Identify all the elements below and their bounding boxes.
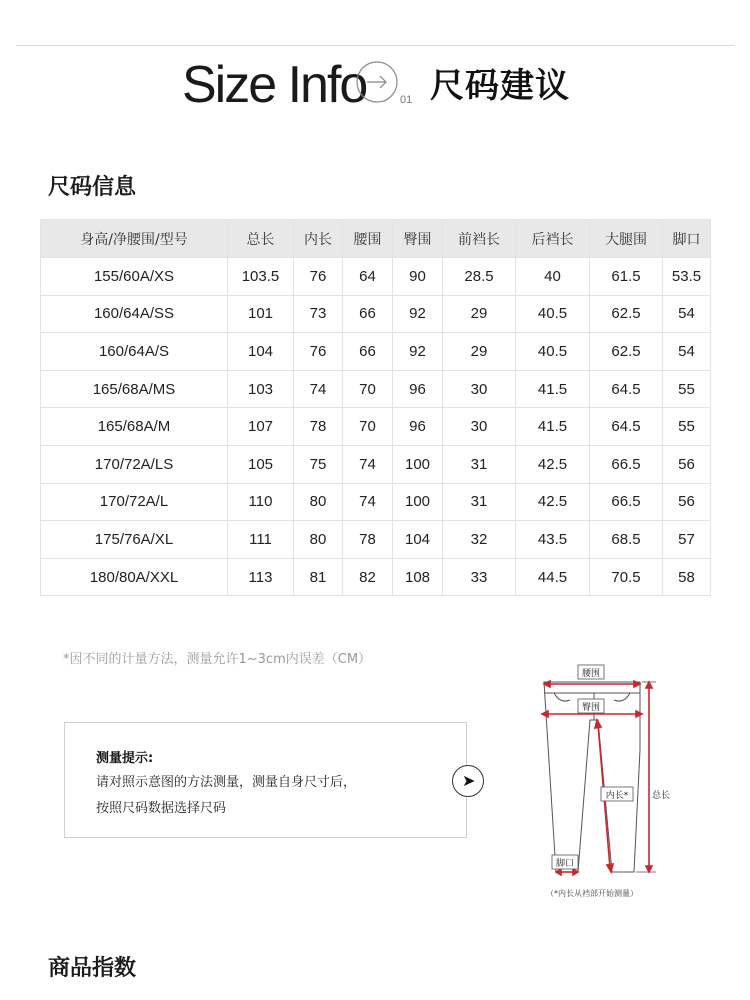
table-cell: 104 [228,333,294,371]
table-cell: 41.5 [516,370,590,408]
pants-measurement-diagram [530,660,680,905]
table-cell: 70 [343,370,393,408]
table-cell: 103.5 [228,258,294,296]
table-cell: 40 [516,258,590,296]
size-table [40,219,711,596]
table-cell: 66 [343,295,393,333]
table-cell: 28.5 [443,258,516,296]
table-cell: 180/80A/XXL [41,558,228,596]
measurement-note: *因不同的计量方法，测量允许1~3cm内误差（CM） [63,652,372,667]
table-row [41,483,711,521]
table-cell: 66.5 [590,483,663,521]
table-cell: 78 [294,408,343,446]
table-cell: 55 [663,408,711,446]
table-row [41,295,711,333]
table-cell: 54 [663,333,711,371]
table-cell: 105 [228,445,294,483]
table-cell: 54 [663,295,711,333]
table-cell: 92 [393,295,443,333]
table-cell: 55 [663,370,711,408]
table-cell: 31 [443,445,516,483]
table-cell: 100 [393,445,443,483]
table-cell: 101 [228,295,294,333]
table-cell: 74 [343,445,393,483]
table-cell: 165/68A/MS [41,370,228,408]
table-cell: 56 [663,445,711,483]
table-cell: 92 [393,333,443,371]
label-hem: 脚口 [555,859,575,869]
title-english: Size Info [182,56,367,114]
top-divider [16,45,735,46]
measurement-tip-box [64,722,467,838]
table-cell: 103 [228,370,294,408]
table-row [41,370,711,408]
table-row [41,333,711,371]
table-cell: 29 [443,295,516,333]
table-cell: 29 [443,333,516,371]
table-cell: 62.5 [590,333,663,371]
arrow-right-circle-icon [355,60,399,104]
table-cell: 57 [663,521,711,559]
column-header: 前裆长 [443,220,516,258]
table-cell: 76 [294,333,343,371]
table-cell: 42.5 [516,445,590,483]
column-header: 后裆长 [516,220,590,258]
table-cell: 81 [294,558,343,596]
column-header: 内长 [294,220,343,258]
table-cell: 70.5 [590,558,663,596]
table-row [41,558,711,596]
tip-arrow-button[interactable] [452,765,484,797]
table-cell: 42.5 [516,483,590,521]
table-header-row [41,220,711,258]
table-cell: 75 [294,445,343,483]
table-cell: 78 [343,521,393,559]
table-cell: 64.5 [590,370,663,408]
column-header: 腰围 [343,220,393,258]
title-chinese: 尺码建议 [430,66,570,106]
table-cell: 96 [393,408,443,446]
table-cell: 165/68A/M [41,408,228,446]
table-cell: 30 [443,408,516,446]
table-cell: 175/76A/XL [41,521,228,559]
table-cell: 61.5 [590,258,663,296]
table-cell: 64 [343,258,393,296]
table-cell: 68.5 [590,521,663,559]
title-number: 01 [400,94,413,106]
label-inseam: 内长* [605,791,629,801]
table-cell: 155/60A/XS [41,258,228,296]
label-total: 总长 [652,791,671,801]
table-cell: 66 [343,333,393,371]
column-header: 身高/净腰围/型号 [41,220,228,258]
table-cell: 113 [228,558,294,596]
table-cell: 170/72A/LS [41,445,228,483]
product-index-heading: 商品指数 [48,956,137,981]
column-header: 大腿围 [590,220,663,258]
table-cell: 40.5 [516,333,590,371]
table-cell: 110 [228,483,294,521]
table-cell: 31 [443,483,516,521]
table-body [41,258,711,596]
table-cell: 160/64A/SS [41,295,228,333]
table-cell: 76 [294,258,343,296]
table-cell: 100 [393,483,443,521]
table-cell: 30 [443,370,516,408]
table-cell: 80 [294,483,343,521]
table-cell: 32 [443,521,516,559]
size-info-heading: 尺码信息 [48,175,137,200]
table-cell: 40.5 [516,295,590,333]
table-cell: 44.5 [516,558,590,596]
tip-line-1: 请对照示意图的方法测量，测量自身尺寸后， [96,775,357,790]
table-cell: 53.5 [663,258,711,296]
table-cell: 62.5 [590,295,663,333]
tip-title: 测量提示: [96,751,154,766]
table-cell: 108 [393,558,443,596]
table-cell: 160/64A/S [41,333,228,371]
column-header: 脚口 [663,220,711,258]
label-waist: 腰围 [581,669,601,679]
chevron-right-icon: ➤ [462,771,476,790]
label-hip: 臀围 [581,703,601,713]
table-cell: 73 [294,295,343,333]
table-cell: 41.5 [516,408,590,446]
table-cell: 82 [343,558,393,596]
table-row [41,408,711,446]
table-cell: 111 [228,521,294,559]
tip-line-2: 按照尺码数据选择尺码 [96,801,227,816]
table-cell: 70 [343,408,393,446]
table-cell: 66.5 [590,445,663,483]
table-cell: 33 [443,558,516,596]
table-cell: 56 [663,483,711,521]
table-cell: 170/72A/L [41,483,228,521]
table-cell: 74 [343,483,393,521]
table-cell: 107 [228,408,294,446]
table-cell: 80 [294,521,343,559]
table-row [41,521,711,559]
page-header [0,52,750,122]
table-cell: 58 [663,558,711,596]
column-header: 臀围 [393,220,443,258]
table-row [41,445,711,483]
table-cell: 74 [294,370,343,408]
table-cell: 104 [393,521,443,559]
table-row [41,258,711,296]
diagram-footnote: （*内长从裆部开始测量） [546,889,638,898]
column-header: 总长 [228,220,294,258]
table-cell: 43.5 [516,521,590,559]
table-cell: 90 [393,258,443,296]
table-cell: 96 [393,370,443,408]
table-cell: 64.5 [590,408,663,446]
